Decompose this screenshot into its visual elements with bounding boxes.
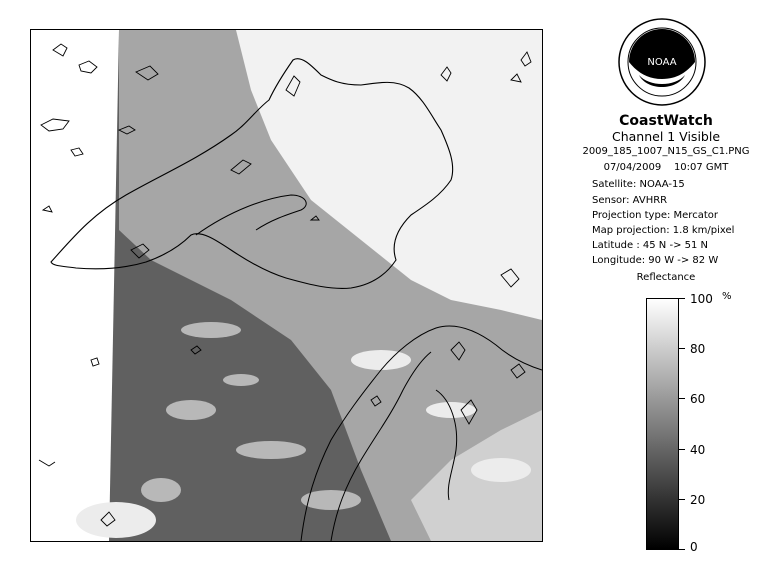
app-title: CoastWatch	[619, 113, 713, 129]
noaa-logo	[617, 17, 707, 107]
colorbar-label: 0	[690, 540, 698, 554]
colorbar-tick	[679, 449, 685, 450]
colorbar	[646, 298, 679, 550]
time-value: 10:07 GMT	[673, 162, 729, 173]
colorbar-tick	[679, 348, 685, 349]
meta-value: NOAA-15	[639, 179, 685, 190]
meta-value: AVHRR	[632, 195, 668, 206]
meta-value: 1.8 km/pixel	[672, 225, 735, 236]
meta-label: Longitude:	[592, 255, 646, 266]
meta-label: Latitude :	[592, 240, 640, 251]
latitude-row	[592, 240, 708, 251]
satellite-row	[592, 179, 685, 190]
colorbar-tick	[679, 298, 685, 299]
longitude-row	[592, 255, 718, 266]
colorbar-label: 100	[690, 292, 713, 306]
meta-label: Sensor:	[592, 195, 630, 206]
meta-value: 45 N -> 51 N	[642, 240, 709, 251]
projection-type-row	[592, 210, 718, 221]
colorbar-tick	[679, 499, 685, 500]
meta-label: Satellite:	[592, 179, 637, 190]
colorbar-tick	[679, 398, 685, 399]
colorbar-label: 20	[690, 493, 706, 507]
logo-text: NOAA	[647, 57, 677, 68]
sensor-row	[592, 195, 667, 206]
meta-label: Projection type:	[592, 210, 671, 221]
datetime	[560, 162, 772, 173]
map-image	[31, 30, 542, 541]
filename: 2009_185_1007_N15_GS_C1.PNG	[582, 146, 750, 157]
colorbar-label: 80	[690, 342, 706, 356]
colorbar-title: Reflectance	[636, 272, 696, 283]
date-value: 07/04/2009	[603, 162, 662, 173]
map-projection-row	[592, 225, 734, 236]
colorbar-label: 40	[690, 443, 706, 457]
channel-label: Channel 1 Visible	[611, 129, 721, 144]
meta-value: Mercator	[673, 210, 718, 221]
colorbar-label: 60	[690, 392, 706, 406]
meta-label: Map projection:	[592, 225, 670, 236]
meta-value: 90 W -> 82 W	[648, 255, 719, 266]
satellite-map	[30, 29, 543, 542]
colorbar-tick	[679, 549, 685, 550]
colorbar-unit: %	[722, 291, 732, 302]
